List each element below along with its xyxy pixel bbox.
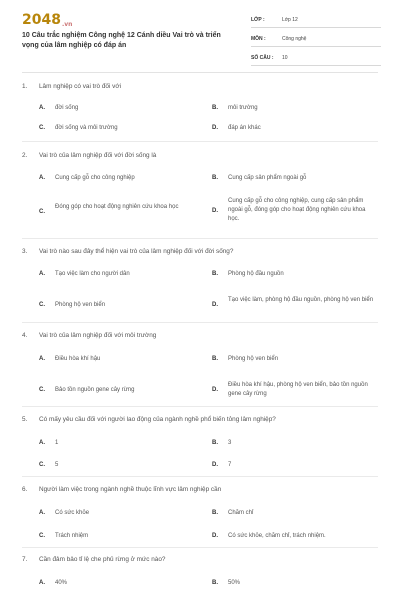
option-letter: B. — [212, 440, 218, 446]
logo-suffix: .vn — [61, 21, 73, 28]
option-text: đời sống — [55, 105, 79, 111]
option-a[interactable] — [39, 174, 204, 184]
option-letter: D. — [212, 302, 218, 308]
option-text: Bảo tồn nguồn gene cây rừng — [55, 387, 135, 393]
option-text: Điều hòa khí hậu — [55, 356, 101, 362]
option-text: Phòng hộ ven biển — [228, 356, 279, 362]
question-divider — [22, 322, 378, 323]
meta-row-subject — [251, 32, 381, 47]
option-a[interactable] — [39, 579, 204, 589]
option-text: Cung cấp gỗ cho công nghiệp, cung cấp sản phẩm ngoài gỗ, đóng góp cho hoạt động nghiên cứu khoa học. — [228, 198, 366, 222]
document-header — [0, 0, 400, 72]
site-logo[interactable] — [22, 12, 72, 28]
question-text: Vai trò của lâm nghiệp đối với môi trường — [39, 332, 157, 339]
question-stem — [22, 151, 378, 161]
question-stem — [22, 331, 378, 341]
option-text: đời sống và môi trường — [55, 125, 118, 131]
options-grid — [22, 341, 378, 407]
option-letter: D. — [212, 462, 218, 468]
header-divider — [22, 72, 378, 73]
option-a[interactable] — [39, 439, 204, 449]
option-text: đáp án khác — [228, 125, 261, 131]
option-letter: A. — [39, 440, 45, 446]
question-number: 2. — [22, 152, 28, 159]
option-letter: C. — [39, 533, 45, 539]
option-letter: A. — [39, 271, 45, 277]
options-grid — [22, 495, 378, 545]
option-text: Đóng góp cho hoạt động nghiên cứu khoa học — [55, 204, 179, 210]
meta-row-count — [251, 51, 381, 66]
question-4 — [22, 331, 378, 407]
option-text: 3 — [228, 440, 232, 446]
option-b[interactable] — [212, 270, 378, 280]
question-7 — [22, 555, 378, 595]
meta-row-grade — [251, 13, 381, 28]
option-letter: C. — [39, 387, 45, 393]
option-text: Tạo việc làm cho người dân — [55, 271, 130, 277]
logo-text: 2048 — [22, 12, 61, 28]
option-letter: A. — [39, 105, 45, 111]
option-text: Cung cấp gỗ cho công nghiệp — [55, 175, 135, 181]
option-letter: D. — [212, 208, 218, 214]
option-text: Trách nhiệm — [55, 533, 89, 539]
question-number: 3. — [22, 248, 28, 255]
question-6 — [22, 485, 378, 545]
option-d[interactable] — [212, 124, 378, 134]
option-letter: B. — [212, 271, 218, 277]
option-c[interactable] — [39, 532, 204, 542]
meta-key: LỚP : — [251, 17, 265, 23]
question-2 — [22, 151, 378, 235]
option-text: môi trường — [228, 105, 258, 111]
question-text: Người làm việc trong ngành nghề thuộc lĩnh vực lâm nghiệp cần — [39, 486, 222, 493]
option-letter: C. — [39, 462, 45, 468]
question-number: 4. — [22, 332, 28, 339]
question-divider — [22, 406, 378, 407]
option-letter: C. — [39, 302, 45, 308]
option-b[interactable] — [212, 509, 378, 519]
question-stem — [22, 555, 378, 565]
option-a[interactable] — [39, 355, 204, 365]
meta-value: Công nghệ — [282, 36, 307, 42]
document-title: 10 Câu trắc nghiệm Công nghệ 12 Cánh diều Vai trò và triển vọng của lâm nghiệp có đáp án — [22, 32, 221, 49]
option-text: Điều hòa khí hậu, phòng hộ ven biển, bảo tồn nguồn gene cây rừng — [228, 382, 368, 397]
question-divider — [22, 547, 378, 548]
question-number: 1. — [22, 83, 28, 90]
option-letter: A. — [39, 510, 45, 516]
meta-value: Lớp 12 — [282, 17, 298, 23]
option-c[interactable] — [39, 124, 199, 134]
question-1 — [22, 82, 378, 136]
option-text: Chăm chỉ — [228, 510, 254, 516]
question-stem — [22, 415, 378, 425]
option-letter: C. — [39, 125, 45, 131]
question-text: Lâm nghiệp có vai trò đối với — [39, 83, 121, 90]
question-text: Vai trò nào sau đây thể hiện vai trò của lâm nghiệp đối với đời sống? — [39, 248, 234, 255]
question-text: Có mấy yêu cầu đối với người lao động của ngành nghề phổ biến tỏng lâm nghiệp? — [39, 416, 276, 423]
question-stem — [22, 82, 378, 92]
option-text: Cung cấp sản phẩm ngoài gỗ — [228, 175, 307, 181]
option-text: 40% — [55, 580, 68, 586]
options-grid — [22, 92, 378, 136]
options-grid — [22, 257, 378, 323]
option-d[interactable] — [212, 532, 378, 542]
options-grid — [22, 565, 378, 595]
option-d[interactable] — [212, 296, 378, 316]
meta-table — [251, 13, 381, 70]
question-divider — [22, 476, 378, 477]
option-b[interactable] — [212, 174, 378, 184]
option-c[interactable] — [39, 301, 204, 311]
option-b[interactable] — [212, 579, 378, 589]
option-c[interactable] — [39, 461, 204, 471]
question-text: Cần đảm bảo tỉ lệ che phủ rừng ở mức nào? — [39, 556, 166, 563]
question-divider — [22, 141, 378, 142]
option-text: Có sức khỏe, chăm chỉ, trách nhiệm. — [228, 533, 326, 539]
option-letter: B. — [212, 356, 218, 362]
options-grid — [22, 425, 378, 473]
question-divider — [22, 238, 378, 239]
option-letter: D. — [212, 533, 218, 539]
options-grid — [22, 161, 378, 235]
option-letter: A. — [39, 356, 45, 362]
option-a[interactable] — [39, 270, 204, 280]
option-b[interactable] — [212, 104, 378, 114]
option-d[interactable] — [212, 381, 378, 401]
option-letter: B. — [212, 175, 218, 181]
option-b[interactable] — [212, 355, 378, 365]
option-letter: D. — [212, 125, 218, 131]
option-b[interactable] — [212, 439, 378, 449]
option-c[interactable] — [39, 203, 207, 223]
option-c[interactable] — [39, 386, 204, 396]
question-number: 5. — [22, 416, 28, 423]
question-text: Vai trò của lâm nghiệp đối với đời sống là — [39, 152, 157, 159]
question-5 — [22, 415, 378, 473]
option-d[interactable] — [212, 461, 378, 471]
option-text: 50% — [228, 580, 241, 586]
meta-key: MÔN : — [251, 36, 266, 42]
question-number: 6. — [22, 486, 28, 493]
option-letter: A. — [39, 580, 45, 586]
option-a[interactable] — [39, 509, 204, 519]
option-text: Tạo việc làm, phòng hộ đầu nguồn, phòng hộ ven biển — [228, 297, 374, 303]
option-letter: B. — [212, 510, 218, 516]
option-text: 7 — [228, 462, 232, 468]
meta-key: SỐ CÂU : — [251, 55, 274, 61]
option-text: Có sức khỏe — [55, 510, 90, 516]
option-d[interactable] — [212, 197, 378, 227]
option-text: Phòng hộ ven biển — [55, 302, 106, 308]
option-letter: C. — [39, 209, 45, 215]
option-a[interactable] — [39, 104, 199, 114]
meta-value: 10 — [282, 55, 288, 61]
question-number: 7. — [22, 556, 28, 563]
option-letter: A. — [39, 175, 45, 181]
option-letter: B. — [212, 105, 218, 111]
question-stem — [22, 485, 378, 495]
option-text: 5 — [55, 462, 59, 468]
option-letter: B. — [212, 580, 218, 586]
question-3 — [22, 247, 378, 323]
option-letter: D. — [212, 387, 218, 393]
option-text: 1 — [55, 440, 59, 446]
question-stem — [22, 247, 378, 257]
option-text: Phòng hộ đầu nguồn — [228, 271, 284, 277]
